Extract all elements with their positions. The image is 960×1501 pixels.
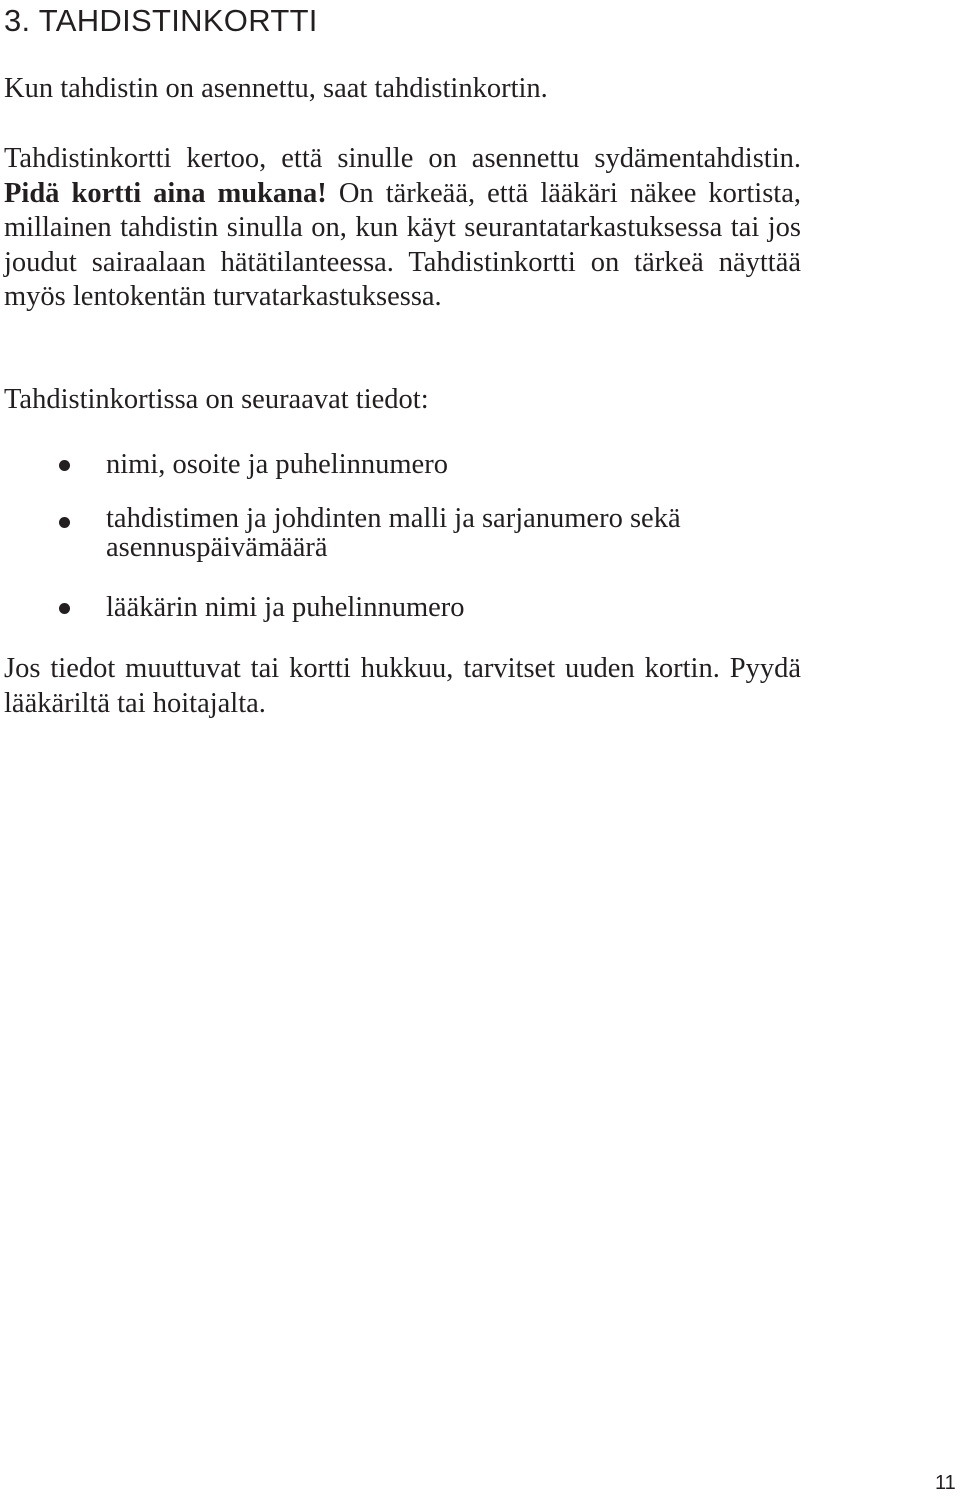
page-number: 11 xyxy=(935,1472,956,1494)
intro-paragraph: Kun tahdistin on asennettu, saat tahdistinkortin. xyxy=(4,73,548,104)
list-item-text: tahdistimen ja johdinten malli ja sarjanumero sekä asennuspäivämäärä xyxy=(106,503,681,563)
bullet-icon xyxy=(59,603,70,614)
section-heading: 3. TAHDISTINKORTTI xyxy=(4,3,318,38)
card-paragraph-text-b: On tärkeää, että lääkäri näkee kortista, millainen tahdistin sinulla on, kun käyt seurantatarkastuksessa tai jos joudut sairaalaan hätätilanteessa. Tahdistinkortti on tärkeä näyttää myös lentokentän turvatarkastuksessa. xyxy=(4,177,801,312)
list-intro-paragraph: Tahdistinkortissa on seuraavat tiedot: xyxy=(4,384,429,415)
list-item-text: lääkärin nimi ja puhelinnumero xyxy=(106,592,465,623)
bullet-icon xyxy=(59,517,70,528)
card-paragraph-text-a: Tahdistinkortti kertoo, että sinulle on asennettu sydämentahdistin. xyxy=(4,143,801,174)
closing-paragraph: Jos tiedot muuttuvat tai kortti hukkuu, tarvitset uuden kortin. Pyydä lääkäriltä tai hoitajalta. xyxy=(4,653,801,719)
list-item-text: nimi, osoite ja puhelinnumero xyxy=(106,449,448,480)
card-paragraph-emphasis: Pidä kortti aina mukana! xyxy=(4,177,327,209)
bullet-icon xyxy=(59,460,70,471)
card-paragraph xyxy=(4,142,801,315)
